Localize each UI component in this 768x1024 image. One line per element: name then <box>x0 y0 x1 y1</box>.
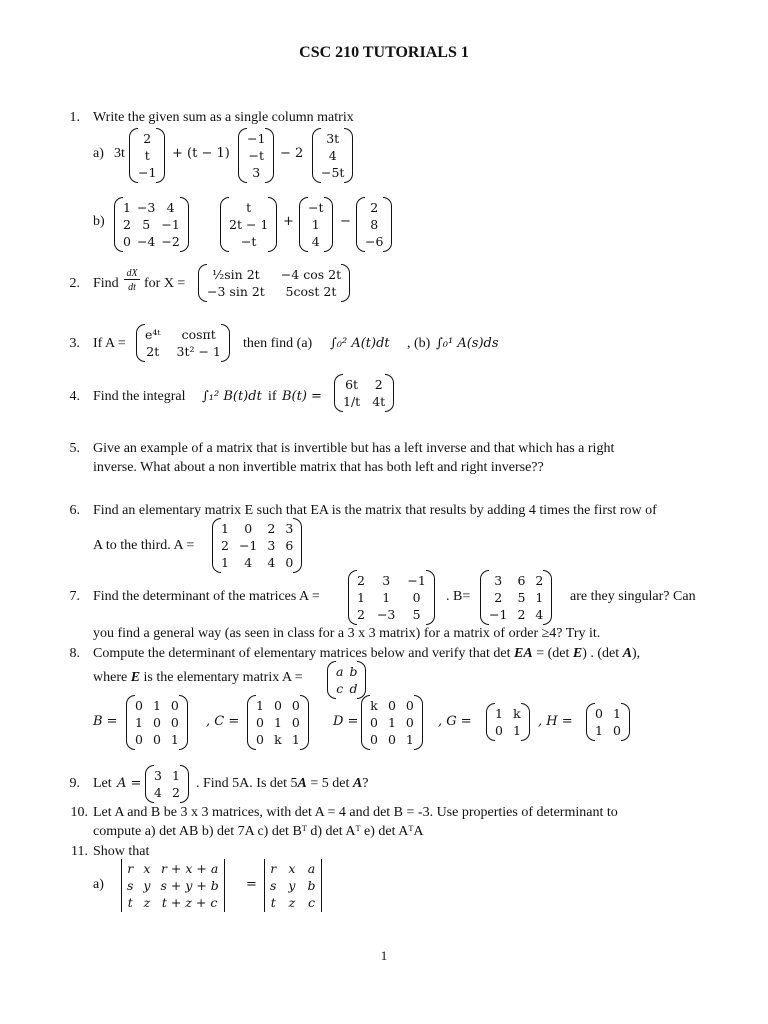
q1a-matrix-2: −1 −t 3 <box>244 130 268 181</box>
q8-line2: where E is the elementary matrix A = <box>93 670 303 685</box>
q1b-minus: − <box>340 214 351 229</box>
q1b-plus: + <box>283 214 294 229</box>
page-title: CSC 210 TUTORIALS 1 <box>299 44 469 61</box>
q8-label-c: , C = <box>206 714 240 729</box>
q4-number: 4. <box>69 389 80 404</box>
q1a-minus: − 2 <box>280 146 304 161</box>
q9-text: . Find 5A. Is det 5A = 5 det A? <box>196 776 369 791</box>
q4-text: Find the integral <box>93 389 186 404</box>
q2-frac-den: dt <box>128 282 136 293</box>
q5-number: 5. <box>69 441 80 456</box>
q8-matrix-g: 1 k 0 1 <box>492 705 524 739</box>
q10-number: 10. <box>70 805 88 820</box>
q3-number: 3. <box>69 336 80 351</box>
q9-a-eq: A = <box>117 776 142 791</box>
q8-label-b: B = <box>93 714 118 729</box>
q3-sep: , (b) <box>407 336 431 351</box>
q3-integral-a: ∫₀² A(t)dt <box>330 336 390 351</box>
q8-label-h: , H = <box>538 714 573 729</box>
q4-matrix: 6t 2 1/t 4t <box>340 376 388 410</box>
q1a-matrix-1: 2 t −1 <box>135 130 159 181</box>
q8-matrix-b: 0 1 0 1 0 0 0 0 1 <box>132 697 182 748</box>
q6-number: 6. <box>69 503 80 518</box>
q1a-coef: 3t <box>114 146 125 161</box>
q6-line2: A to the third. A = <box>93 538 195 553</box>
q1b-matrix-2: t 2t − 1 −t <box>226 199 271 250</box>
q2-for-x: for X = <box>144 276 186 291</box>
q2-frac-num: dX <box>124 268 140 280</box>
q7-b-label: . B= <box>446 589 471 604</box>
q3-matrix: e⁴ᵗ cosπt 2t 3t² − 1 <box>142 326 224 360</box>
q11a-label: a) <box>93 877 104 892</box>
q7-matrix-a: 2 3 −1 1 1 0 2 −3 5 <box>354 572 429 623</box>
q9-let: Let <box>93 776 112 791</box>
q6-matrix: 1 0 2 3 2 −1 3 6 1 4 4 0 <box>218 520 296 571</box>
q11a-equals: = <box>246 877 257 892</box>
q2-matrix: ½sin 2t −4 cos 2t −3 sin 2t 5cost 2t <box>204 266 344 300</box>
q9-matrix: 3 1 4 2 <box>151 767 183 801</box>
q6-line1: Find an elementary matrix E such that EA is the matrix that results by adding 4 times the first row of <box>93 503 657 518</box>
q9-number: 9. <box>69 776 80 791</box>
q4-if: if <box>268 389 277 404</box>
q11-number: 11. <box>71 844 88 859</box>
q7-text: Find the determinant of the matrices A = <box>93 589 320 604</box>
q8-matrix-a: a b c d <box>333 663 360 697</box>
q11-text: Show that <box>93 844 150 859</box>
page-number: 1 <box>380 948 388 963</box>
q10-line2: compute a) det AB b) det 7A c) det Bᵀ d) det Aᵀ e) det AᵀA <box>93 824 424 839</box>
q8-matrix-h: 0 1 1 0 <box>592 705 624 739</box>
q7-matrix-b: 3 6 2 2 5 1 −1 2 4 <box>486 572 546 623</box>
q1-text: Write the given sum as a single column matrix <box>93 110 354 125</box>
q2-number: 2. <box>69 276 80 291</box>
q4-bt: B(t) = <box>282 389 322 404</box>
q7-tail: are they singular? Can <box>570 589 696 604</box>
q11a-determinant-left: r x r + x + a s y s + y + b t z t + z + c <box>124 860 222 911</box>
q10-line1: Let A and B be 3 x 3 matrices, with det A = 4 and det B = -3. Use properties of determinant to <box>93 805 618 820</box>
q1b-matrix-4: 2 8 −6 <box>362 199 386 250</box>
q8-label-d: D = <box>333 714 359 729</box>
q2-find: Find <box>93 276 119 291</box>
q8-label-g: , G = <box>438 714 472 729</box>
q1b-matrix-1: 1 −3 4 2 5 −1 0 −4 −2 <box>120 199 183 250</box>
q1-number: 1. <box>69 110 80 125</box>
q1a-label: a) <box>93 146 104 161</box>
q3-then: then find (a) <box>243 336 313 351</box>
q7-line2: you find a general way (as seen in class for a 3 x 3 matrix) for a matrix of order ≥4? Try it. <box>93 626 601 641</box>
q4-integral: ∫₁² B(t)dt <box>202 389 262 404</box>
q8-matrix-d: k 0 0 0 1 0 0 0 1 <box>367 697 417 748</box>
q8-number: 8. <box>69 646 80 661</box>
q1b-matrix-3: −t 1 4 <box>305 199 327 250</box>
q5-line2: inverse. What about a non invertible matrix that has both left and right inverse?? <box>93 460 544 475</box>
q1a-matrix-3: 3t 4 −5t <box>318 130 347 181</box>
q1b-label: b) <box>93 214 105 229</box>
q3-integral-b: ∫₀¹ A(s)ds <box>436 336 499 351</box>
q5-line1: Give an example of a matrix that is invertible but has a left inverse and that which has a right <box>93 441 615 456</box>
q11a-determinant-right: r x a s y b t z c <box>267 860 319 911</box>
q8-matrix-c: 1 0 0 0 1 0 0 k 1 <box>253 697 303 748</box>
q3-if-a: If A = <box>93 336 126 351</box>
q1a-plus: + (t − 1) <box>172 146 230 161</box>
q8-line1: Compute the determinant of elementary matrices below and verify that det EA = (det E) . (det A), <box>93 646 641 661</box>
q7-number: 7. <box>69 589 80 604</box>
